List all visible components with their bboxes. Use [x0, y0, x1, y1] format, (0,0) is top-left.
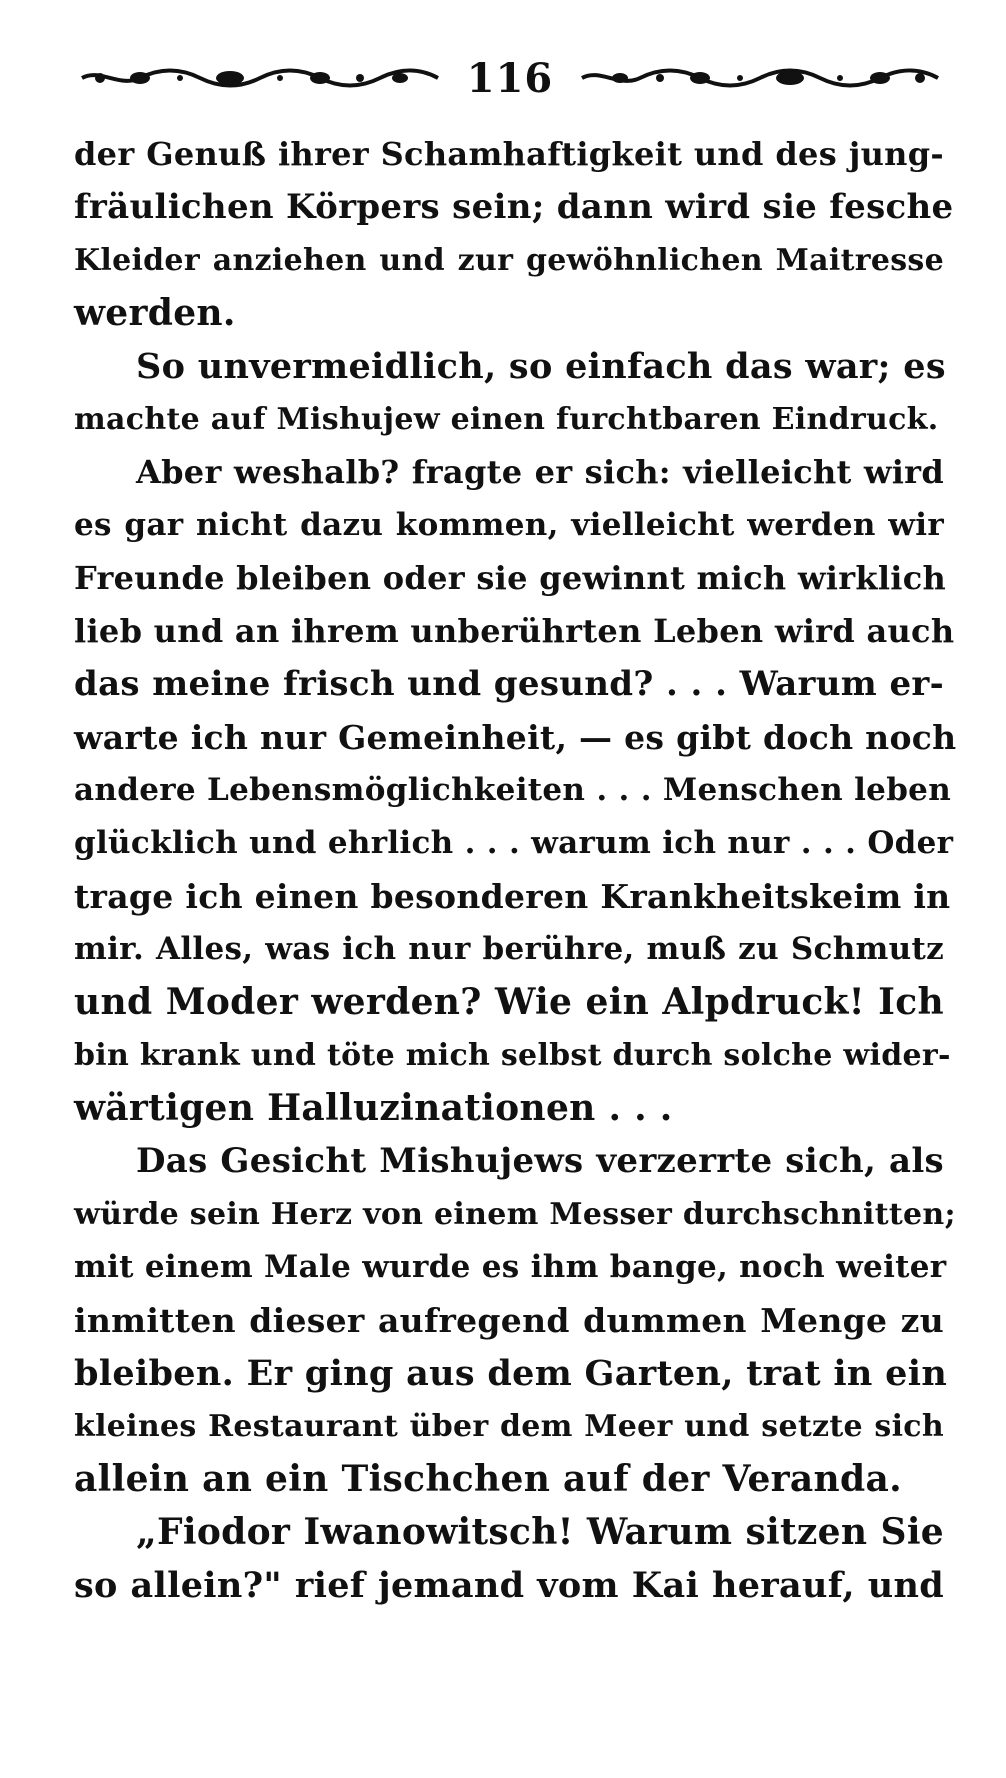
text-line: das meine frisch und gesund? . . . Warum er- [74, 664, 944, 704]
text-line: inmitten dieser aufregend dummen Menge zu [74, 1301, 944, 1340]
text-line: machte auf Mishujew einen furchtbaren Eindruck. [74, 402, 939, 437]
text-line: allein an ein Tischchen auf der Veranda. [74, 1458, 902, 1500]
text-line: bleiben. Er ging aus dem Garten, trat in ein [74, 1353, 948, 1394]
text-line: glücklich und ehrlich . . . warum ich nur . . . Oder [74, 825, 954, 861]
text-line: und Moder werden? Wie ein Alpdruck! Ich [74, 981, 944, 1023]
right-ornament-icon [580, 66, 940, 90]
text-line: andere Lebensmöglichkeiten . . . Menschen leben [74, 772, 952, 808]
text-line: fräulichen Körpers sein; dann wird sie fesche [74, 187, 954, 227]
text-line: mir. Alles, was ich nur berühre, muß zu Schmutz [74, 931, 944, 967]
text-line: bin krank und töte mich selbst durch solche wider- [74, 1038, 951, 1073]
text-line: Das Gesicht Mishujews verzerrte sich, als [136, 1141, 944, 1181]
page-number: 116 [466, 54, 554, 102]
text-line: trage ich einen besonderen Krankheitskeim in [74, 877, 951, 916]
text-line: lieb und an ihrem unberührten Leben wird auch [74, 612, 955, 650]
text-line: es gar nicht dazu kommen, vielleicht werden wir [74, 507, 944, 543]
text-line: wärtigen Halluzinationen . . . [74, 1087, 673, 1129]
text-line: Aber weshalb? fragte er sich: vielleicht wird [136, 453, 944, 491]
text-line: „Fiodor Iwanowitsch! Warum sitzen Sie [136, 1511, 944, 1553]
text-line: Kleider anziehen und zur gewöhnlichen Maitresse [74, 243, 944, 278]
text-line: würde sein Herz von einem Messer durchschnitten; [74, 1197, 956, 1232]
text-line: Freunde bleiben oder sie gewinnt mich wirklich [74, 559, 947, 597]
body-text [74, 128, 957, 1612]
text-line: so allein?" rief jemand vom Kai herauf, und [74, 1565, 944, 1606]
left-ornament-icon [80, 66, 440, 90]
text-line: kleines Restaurant über dem Meer und setzte sich [74, 1409, 944, 1444]
page-header [80, 48, 940, 108]
text-line: warte ich nur Gemeinheit, — es gibt doch noch [74, 718, 957, 757]
text-line: der Genuß ihrer Schamhaftigkeit und des jung- [74, 135, 944, 173]
text-line: mit einem Male wurde es ihm bange, noch weiter [74, 1249, 947, 1285]
text-line: werden. [74, 292, 236, 334]
text-line: So unvermeidlich, so einfach das war; es [136, 346, 946, 387]
